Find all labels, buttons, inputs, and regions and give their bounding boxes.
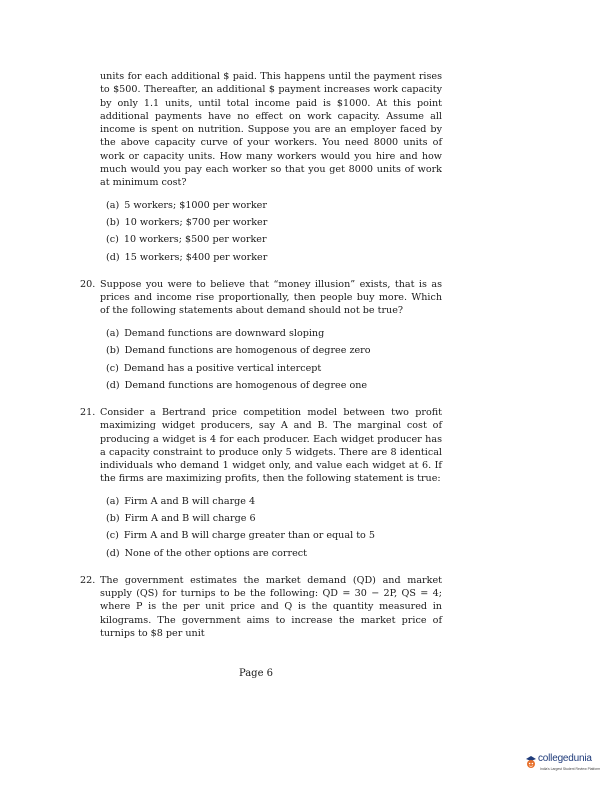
question-number: 20. xyxy=(80,278,96,290)
question-20-options xyxy=(80,328,442,392)
page-number: Page 6 xyxy=(238,668,274,679)
collegedunia-logo xyxy=(523,752,611,774)
option-c: (c) Firm A and B will charge greater than or equal to 5 xyxy=(106,530,375,542)
option-d: (d) Demand functions are homogenous of degree one xyxy=(106,379,368,391)
collegedunia-logo-icon xyxy=(523,753,539,771)
option-b: (b) 10 workers; $700 per worker xyxy=(106,217,268,229)
option-d: (d) 15 workers; $400 per worker xyxy=(106,251,268,263)
option-a: (a) 5 workers; $1000 per worker xyxy=(106,199,267,211)
option-a: (a) Demand functions are downward sloping xyxy=(106,327,325,339)
question-text: Suppose you were to believe that “money illusion” exists, that is as prices and income rise proportionally, then people buy more. Which of the following statements about demand should not be true? xyxy=(100,278,442,317)
question-20 xyxy=(80,278,442,392)
question-19-options xyxy=(80,200,442,264)
question-19-continuation: units for each additional $ paid. This happens until the payment rises to $500. Thereafter, an additional $ payment increases work capacity by only 1.1 units, until total income paid is $1000. At this point additional payments have no effect on work capacity. Assume all income is spent on nutrition. Suppose you are an employer faced by the above capacity curve of your workers. You need 8000 units of work or capacity units. How many workers would you hire and how much would you pay each worker so that you get 8000 units of work at minimum cost? xyxy=(100,71,442,189)
option-a: (a) Firm A and B will charge 4 xyxy=(106,495,256,507)
question-text: Consider a Bertrand price competition model between two profit maximizing widget producers, say A and B. The marginal cost of producing a widget is 4 for each producer. Each widget producer has a capacity constraint to produce only 5 widgets. There are 8 identical individuals who demand 1 widget only, and value each widget at 6. If the firms are maximizing profits, then the following statement is true: xyxy=(100,406,442,485)
question-21-options xyxy=(80,496,442,560)
question-22 xyxy=(80,574,442,640)
option-d: (d) None of the other options are correct xyxy=(106,547,308,559)
option-b: (b) Firm A and B will charge 6 xyxy=(106,513,256,525)
question-number: 21. xyxy=(80,406,96,418)
brand-tagline: India's Largest Student Review Platform xyxy=(540,767,601,771)
brand-name: collegedunia xyxy=(538,753,592,764)
option-c: (c) Demand has a positive vertical intercept xyxy=(106,362,322,374)
option-b: (b) Demand functions are homogenous of degree zero xyxy=(106,345,371,357)
question-text: The government estimates the market demand (QD) and market supply (QS) for turnips to be the following: QD = 30 − 2P, QS = 4; where P is the per unit price and Q is the quantity measured in kilograms. The government aims to increase the market price of turnips to $8 per unit xyxy=(100,574,442,640)
page-content xyxy=(80,70,442,640)
option-c: (c) 10 workers; $500 per worker xyxy=(106,234,267,246)
question-21 xyxy=(80,406,442,560)
question-number: 22. xyxy=(80,574,96,586)
